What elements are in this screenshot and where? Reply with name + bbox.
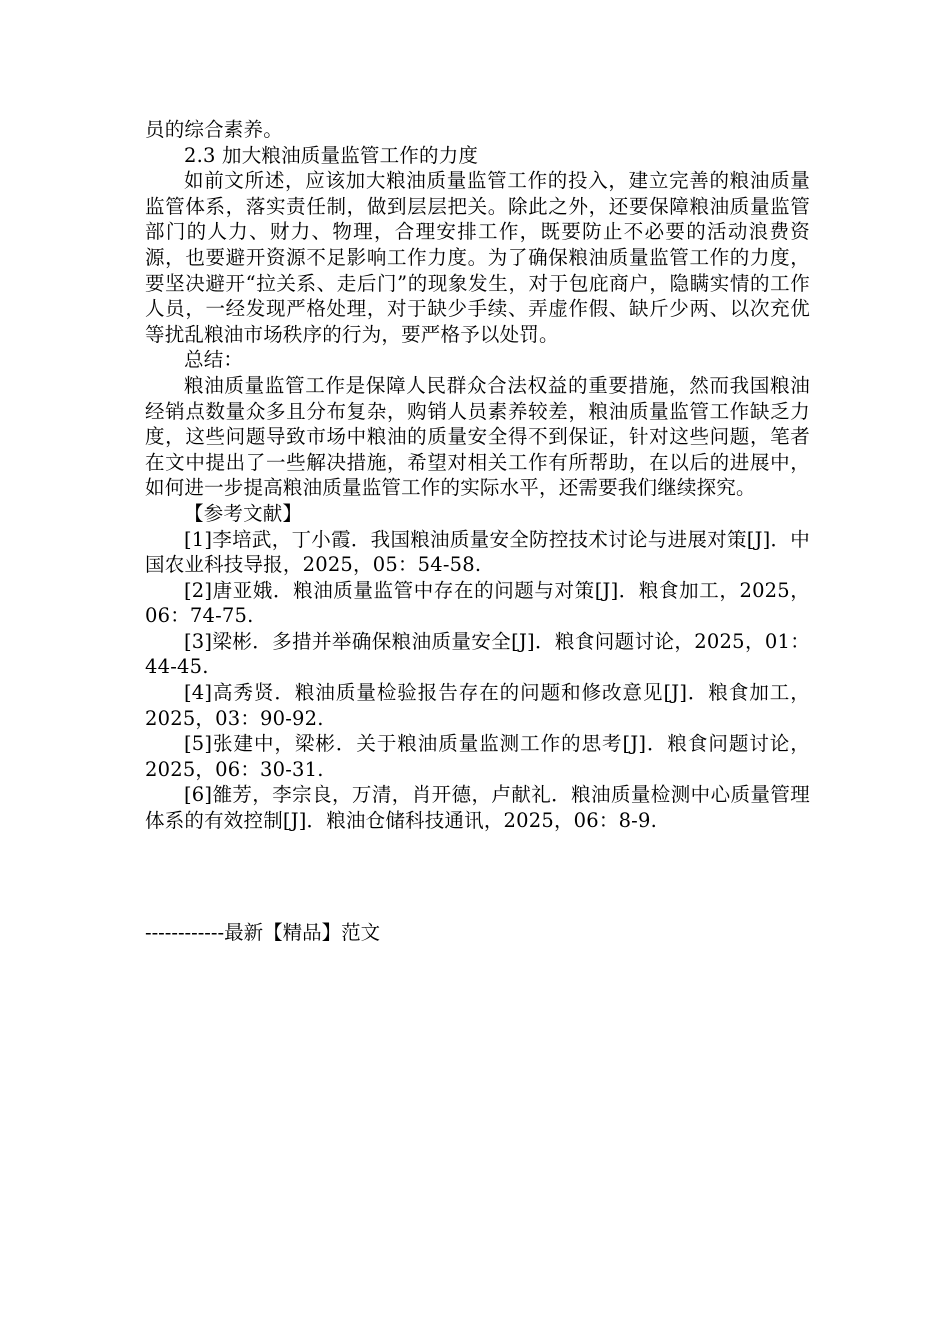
references-list: [145, 527, 810, 834]
reference-item: [3]梁彬．多措并举确保粮油质量安全[J]．粮食问题讨论，2025，01：44-45.: [145, 629, 810, 679]
page-footer: ------------最新【精品】范文: [145, 921, 381, 944]
references-heading: 【参考文献】: [184, 501, 303, 525]
reference-item: [6]雒芳，李宗良，万清，肖开德，卢献礼．粮油质量检测中心质量管理体系的有效控制[J]．粮油仓储科技通讯，2025，06：8-9.: [145, 783, 810, 833]
continuation-text: 员的综合素养。: [145, 118, 283, 141]
reference-item: [4]高秀贤．粮油质量检验报告存在的问题和修改意见[J]．粮食加工，2025，03：90-92.: [145, 681, 810, 730]
reference-item: [5]张建中，梁彬．关于粮油质量监测工作的思考[J]．粮食问题讨论，2025，06：30-31.: [145, 732, 810, 781]
summary-paragraph: 粮油质量监管工作是保障人民群众合法权益的重要措施，然而我国粮油经销点数量众多且分布复杂，购销人员素养较差，粮油质量监管工作缺乏力度，这些问题导致市场中粮油的质量安全得不到保证，针对这些问题，笔者在文中提出了一些解决措施，希望对相关工作有所帮助，在以后的进展中，如何进一步提高粮油质量监管工作的实际水平，还需要我们继续探究。: [145, 373, 810, 500]
reference-item: [2]唐亚娥．粮油质量监管中存在的问题与对策[J]．粮食加工，2025，06：74-75.: [145, 578, 810, 628]
section-paragraph: 如前文所述，应该加大粮油质量监管工作的投入，建立完善的粮油质量监管体系，落实责任制，做到层层把关。除此之外，还要保障粮油质量监管部门的人力、财力、物理，合理安排工作，既要防止不必要的活动浪费资源，也要避开资源不足影响工作力度。为了确保粮油质量监管工作的力度，要坚决避开“拉关系、走后门”的现象发生，对于包庇商户，隐瞒实情的工作人员，一经发现严格处理，对于缺少手续、弄虚作假、缺斤少两、以次充优等扰乱粮油市场秩序的行为，要严格予以处罚。: [145, 169, 810, 346]
section-heading: 2.3 加大粮油质量监管工作的力度: [184, 143, 479, 167]
reference-item: [1]李培武，丁小霞．我国粮油质量安全防控技术讨论与进展对策[J]．中国农业科技导报，2025，05：54-58.: [145, 527, 810, 577]
document-body: [145, 117, 810, 834]
summary-heading: 总结：: [184, 348, 244, 372]
